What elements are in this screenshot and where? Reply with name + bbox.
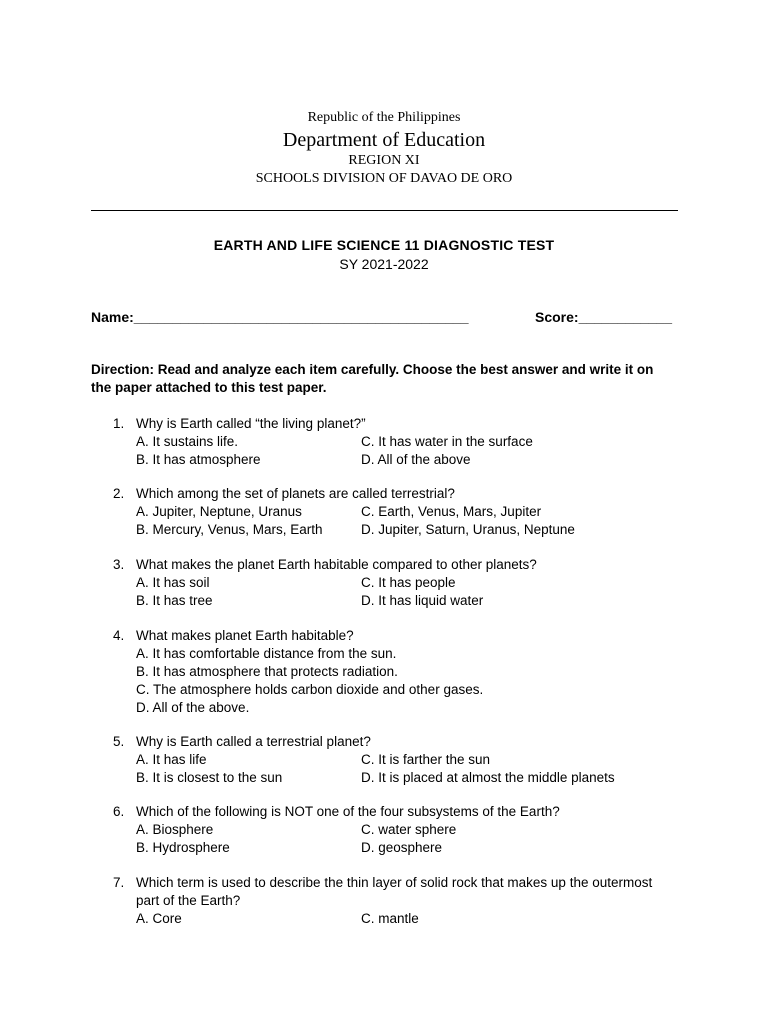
test-title: EARTH AND LIFE SCIENCE 11 DIAGNOSTIC TEST [213,237,555,253]
option-a: A. It has comfortable distance from the sun. [136,646,397,661]
option-b: B. It has atmosphere that protects radiation. [136,664,398,679]
option-c: C. It has water in the surface [361,434,533,449]
direction-line-2: the paper attached to this test paper. [91,380,327,395]
name-field[interactable]: Name:___________________________________________ [91,309,469,325]
option-a: A. It has life [136,752,207,767]
republic-line: Republic of the Philippines [307,110,461,125]
option-a: A. It sustains life. [136,434,239,449]
option-c: C. mantle [361,911,419,926]
option-b: B. Mercury, Venus, Mars, Earth [136,522,323,537]
department-title: Department of Education [282,129,486,151]
option-a: A. It has soil [136,575,210,590]
question-number: 6. [113,804,125,819]
header-divider [91,210,678,211]
option-d: D. It has liquid water [361,593,484,608]
option-b: B. Hydrosphere [136,840,230,855]
question-text: Which term is used to describe the thin layer of solid rock that makes up the outermost part of the Earth? [136,875,653,908]
question-text: Why is Earth called “the living planet?” [136,416,366,431]
question-number: 2. [113,486,125,501]
option-c: C. It is farther the sun [361,752,491,767]
question-text: Which among the set of planets are called terrestrial? [136,486,455,501]
option-d: D. It is placed at almost the middle planets [361,770,615,785]
question-number: 1. [113,416,125,431]
question-number: 4. [113,628,125,643]
question-text: Why is Earth called a terrestrial planet? [136,734,371,749]
option-c: C. It has people [361,575,456,590]
region-line: REGION XI [348,153,420,168]
question-text: What makes the planet Earth habitable compared to other planets? [136,557,537,572]
school-year: SY 2021-2022 [339,256,429,272]
option-a: A. Jupiter, Neptune, Uranus [136,504,302,519]
option-a: A. Biosphere [136,822,214,837]
question-text: Which of the following is NOT one of the four subsystems of the Earth? [136,804,560,819]
question-number: 7. [113,875,125,890]
question-number: 3. [113,557,125,572]
option-c: C. The atmosphere holds carbon dioxide and other gases. [136,682,484,697]
option-d: D. Jupiter, Saturn, Uranus, Neptune [361,522,575,537]
option-b: B. It is closest to the sun [136,770,283,785]
option-d: D. All of the above [361,452,471,467]
option-b: B. It has atmosphere [136,452,261,467]
option-b: B. It has tree [136,593,213,608]
direction-line-1: Direction: Read and analyze each item carefully. Choose the best answer and write it on [91,362,654,377]
option-c: C. water sphere [361,822,457,837]
option-c: C. Earth, Venus, Mars, Jupiter [361,504,542,519]
question-text: What makes planet Earth habitable? [136,628,354,643]
option-a: A. Core [136,911,182,926]
question-number: 5. [113,734,125,749]
score-field[interactable]: Score:____________ [535,309,673,325]
option-d: D. geosphere [361,840,443,855]
option-d: D. All of the above. [136,700,250,715]
division-line: SCHOOLS DIVISION OF DAVAO DE ORO [255,171,513,186]
